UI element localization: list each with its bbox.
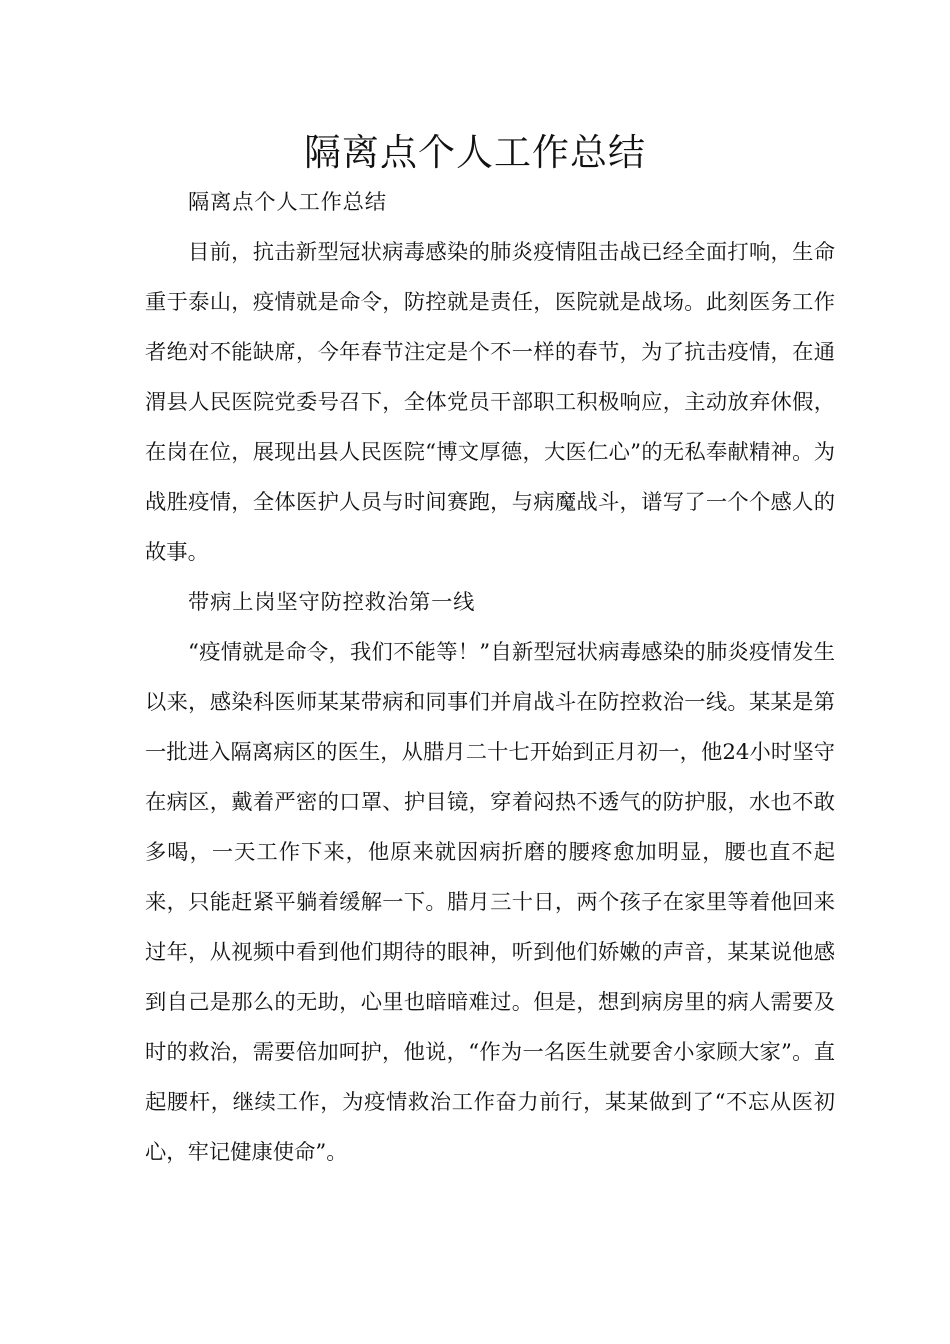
intro-paragraph: 目前，抗击新型冠状病毒感染的肺炎疫情阻击战已经全面打响，生命重于泰山，疫情就是命令，防控就是责任，医院就是战场。此刻医务工作者绝对不能缺席，今年春节注定是个不一样的春节，为了抗击疫情，在通渭县人民医院党委号召下，全体党员干部职工积极响应，主动放弃休假，在岗在位，展现出县人民医院“博文厚德，大医仁心”的无私奉献精神。为战胜疫情，全体医护人员与时间赛跑，与病魔战斗，谱写了一个个感人的故事。: [145, 240, 835, 565]
document-body: [145, 178, 835, 1178]
story-paragraph: “疫情就是命令，我们不能等！”自新型冠状病毒感染的肺炎疫情发生以来，感染科医师某某带病和同事们并肩战斗在防控救治一线。某某是第一批进入隔离病区的医生，从腊月二十七开始到正月初一，他24小时坚守在病区，戴着严密的口罩、护目镜，穿着闷热不透气的防护服，水也不敢多喝，一天工作下来，他原来就因病折磨的腰疼愈加明显，腰也直不起来，只能赶紧平躺着缓解一下。腊月三十日，两个孩子在家里等着他回来过年，从视频中看到他们期待的眼神，听到他们娇嫩的声音，某某说他感到自己是那么的无助，心里也暗暗难过。但是，想到病房里的病人需要及时的救治，需要倍加呵护，他说，“作为一名医生就要舍小家顾大家”。直起腰杆，继续工作，为疫情救治工作奋力前行，某某做到了“不忘从医初心，牢记健康使命”。: [145, 640, 835, 1165]
subtitle-paragraph: 隔离点个人工作总结: [188, 190, 387, 215]
document-title: 隔离点个人工作总结: [304, 131, 646, 174]
section-heading: 带病上岗坚守防控救治第一线: [188, 590, 476, 615]
